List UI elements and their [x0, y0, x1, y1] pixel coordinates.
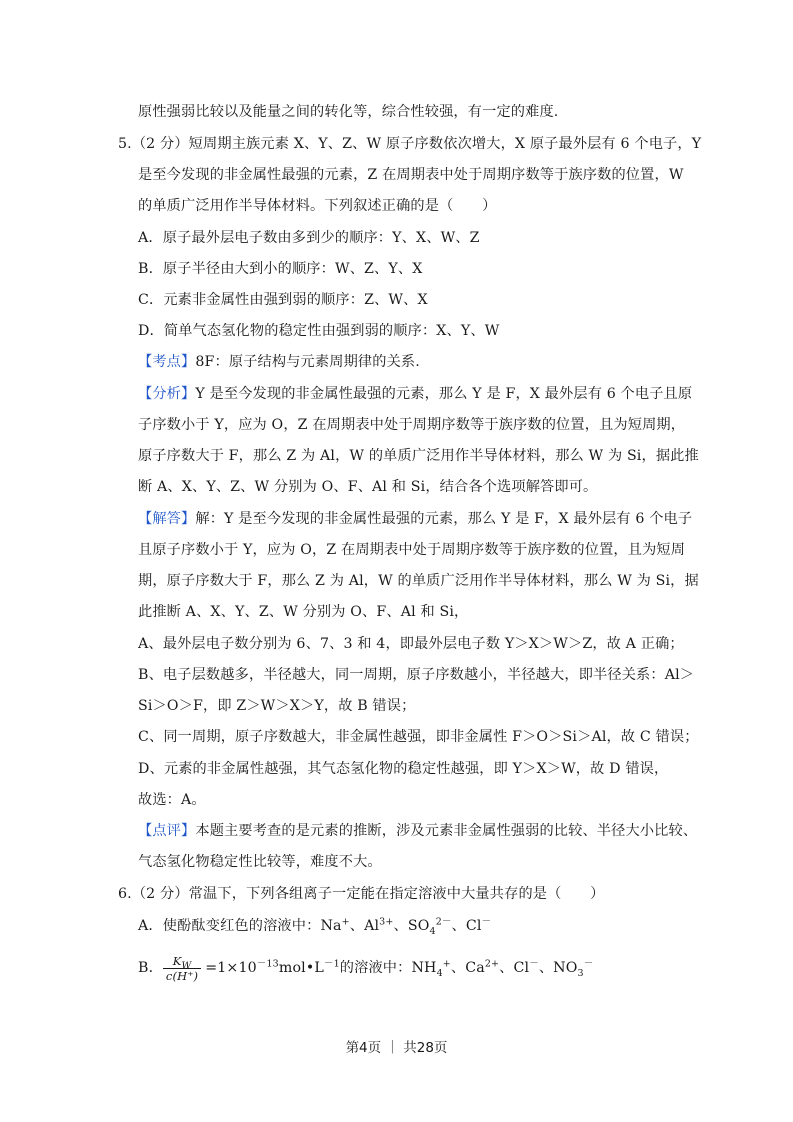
q5-option-c: C．元素非金属性由强到弱的顺序：Z、W、X	[138, 292, 428, 308]
no3-charge: －	[583, 958, 594, 970]
q5-jieda-line-2: 且原子序数小于 Y，应为 O，Z 在周期表中处于周期序数等于族序数的位置，且为短周	[138, 542, 686, 558]
q6-b-unit-exponent: －1	[323, 958, 340, 970]
fraction-denominator: c(H⁺)	[165, 968, 199, 983]
q5-jieda-line-6: B、电子层数越多，半径越大，同一周期，原子序数越小，半径越大，即半径关系：Al＞	[138, 667, 695, 683]
q6-b-exponent: －13	[256, 958, 279, 970]
q5-option-b: B．原子半径由大到小的顺序：W、Z、Y、X	[138, 261, 423, 277]
q6-option-b	[138, 952, 593, 984]
q5-jieda-line-4: 此推断 A、X、Y、Z、W 分别为 O、F、Al 和 Si，	[138, 604, 469, 620]
fraction-numerator	[163, 954, 201, 969]
kw-w: W	[181, 959, 192, 971]
q5-jieda-line-8: C、同一周期，原子序数越大，非金属性越强，即非金属性 F＞O＞Si＞Al，故 C 错误；	[138, 729, 699, 745]
q5-dianping-line-1	[138, 822, 697, 840]
q6-stem: 6.（2 分）常温下，下列各组离子一定能在指定溶液中大量共存的是（ ）	[118, 886, 605, 902]
q6-a-prefix: A．使酚酞变红色的溶液中：Na	[138, 918, 342, 934]
no3-subscript: 3	[577, 967, 584, 979]
q6-b-label: B．	[138, 960, 163, 976]
q5-fenxi-line-2: 子序数小于 Y，应为 O，Z 在周期表中处于周期序数等于族序数的位置，且为短周期，	[138, 417, 686, 433]
q5-fenxi-line-3: 原子序数大于 F，那么 Z 为 Al，W 的单质广泛用作半导体材料，那么 W 为 Si，据此推	[138, 448, 699, 464]
dianping-text: 本题主要考查的是元素的推断，涉及元素非金属性强弱的比较、半径大小比较、	[195, 823, 698, 839]
q6-b-cl-charge: －	[529, 958, 539, 970]
q6-a-al: 、Al	[349, 918, 380, 934]
jieda-text: 解：Y 是至今发现的非金属性最强的元素，那么 Y 是 F，X 最外层有 6 个电子	[195, 511, 693, 527]
q5-fenxi-line-1	[138, 385, 692, 403]
q5-dianping-line-2: 气态氢化物稳定性比较等，难度不大。	[138, 854, 382, 870]
q6-a-so4: 、SO	[393, 918, 430, 934]
page-footer: 第4页 ｜ 共28页	[345, 1040, 448, 1056]
fenxi-text: Y 是至今发现的非金属性最强的元素，那么 Y 是 F，X 最外层有 6 个电子且原	[195, 386, 693, 402]
cl-charge: －	[481, 916, 492, 928]
q5-jieda-line-5: A、最外层电子数分别为 6、7、3 和 4，即最外层电子数 Y＞X＞W＞Z，故 A 正确；	[138, 636, 684, 652]
al-charge: 3+	[379, 916, 394, 928]
kaodian-text: 8F：原子结构与元素周期律的关系.	[195, 354, 420, 370]
q6-b-no3: 、NO	[538, 960, 578, 976]
q5-kaodian	[138, 353, 420, 371]
so4-charge: 2－	[435, 916, 452, 928]
q6-b-mid: 的溶液中：NH	[339, 960, 437, 976]
q5-option-d: D．简单气态氢化物的稳定性由强到弱的顺序：X、Y、W	[138, 323, 500, 339]
q6-b-cl: 、Cl	[499, 960, 530, 976]
q5-jieda-line-10: 故选：A。	[138, 792, 206, 808]
nh4-charge: +	[442, 958, 451, 970]
q6-a-cl: 、Cl	[451, 918, 482, 934]
dianping-tag: 【点评】	[138, 823, 196, 839]
q5-option-a: A．原子最外层电子数由多到少的顺序：Y、X、W、Z	[138, 230, 480, 246]
q5-stem-line-2: 是至今发现的非金属性最强的元素，Z 在周期表中处于周期序数等于族序数的位置，W	[138, 167, 684, 183]
so4-subscript: 4	[429, 925, 436, 937]
q5-stem-line-1: 5.（2 分）短周期主族元素 X、Y、Z、W 原子序数依次增大，X 原子最外层有 6 个电子，Y	[118, 136, 702, 152]
kw-fraction	[163, 954, 201, 983]
fenxi-tag: 【分析】	[138, 386, 196, 402]
jieda-tag: 【解答】	[138, 511, 196, 527]
q6-option-a	[138, 917, 491, 935]
q6-b-eq: =1×10	[205, 960, 257, 976]
nh4-subscript: 4	[436, 967, 443, 979]
ca-charge: 2+	[484, 958, 500, 970]
q5-jieda-line-9: D、元素的非金属性越强，其气态氢化物的稳定性越强，即 Y＞X＞W，故 D 错误，	[138, 761, 669, 777]
q5-jieda-line-7: Si＞O＞F，即 Z＞W＞X＞Y，故 B 错误；	[138, 698, 416, 714]
q5-fenxi-line-4: 断 A、X、Y、Z、W 分别为 O、F、Al 和 Si，结合各个选项解答即可。	[138, 479, 598, 495]
q5-jieda-line-3: 期，原子序数大于 F，那么 Z 为 Al，W 的单质广泛用作半导体材料，那么 W 为 Si，据	[138, 573, 699, 589]
kw-k: K	[172, 953, 182, 968]
q5-stem-line-3: 的单质广泛用作半导体材料。下列叙述正确的是（ ）	[138, 198, 497, 214]
q6-b-unit: mol•L	[278, 960, 324, 976]
q6-b-ca: 、Ca	[450, 960, 485, 976]
kaodian-tag: 【考点】	[138, 354, 196, 370]
na-charge: +	[341, 916, 350, 928]
intro-continuation: 原性强弱比较以及能量之间的转化等，综合性较强，有一定的难度.	[138, 104, 559, 120]
q5-jieda-line-1	[138, 510, 692, 528]
